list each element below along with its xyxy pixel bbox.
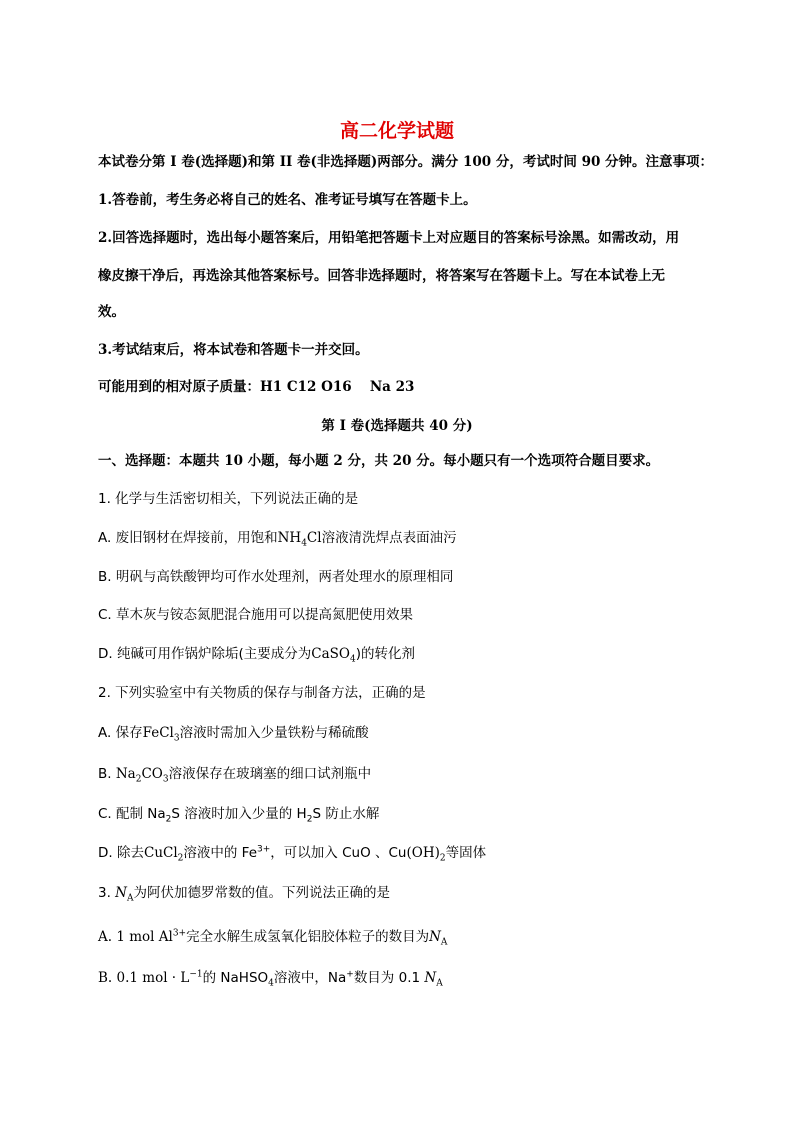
section-instructions: 一、选择题：本题共 10 小题，每小题 2 分，共 20 分。每小题只有一个选项符合题目要求。 [98,453,660,469]
option-text: A. 保存 [98,725,143,741]
formula-subscript: 4 [301,538,307,549]
formula-subscript: 4 [268,978,274,989]
formula-text: FeCl [142,725,174,741]
formula-text: (OH) [406,845,440,861]
question-3-option-b [98,969,443,987]
exam-intro: 本试卷分第 I 卷(选择题)和第 II 卷(非选择题)两部分。满分 100 分，考试时间 90 分钟。注意事项： [98,154,714,170]
formula-subscript: A [436,978,443,989]
option-text: 数目为 0.1 [353,970,425,986]
question-2-option-b [98,765,371,783]
question-1-option-a [98,529,457,547]
option-text: 溶液清洗焊点表面油污 [321,530,457,546]
question-2-option-c [98,805,379,823]
formula-subscript: A [126,893,134,904]
formula-text: Na [115,766,136,782]
formula-text: CaSO [311,646,350,662]
note-2-line-1: 2.回答选择题时，选出每小题答案后，用铅笔把答题卡上对应题目的答案标号涂黑。如需改动，用 [98,230,680,246]
formula-subscript: A [440,937,448,948]
option-text: 等固体 [445,845,487,861]
question-3-stem [98,884,390,902]
question-2-option-a [98,724,369,742]
option-text: B. 0.1 mol · L [98,970,190,986]
option-text: )的转化剂 [355,646,415,662]
page-title: 高二化学试题 [339,120,454,142]
option-text: 溶液中的 Fe [183,845,258,861]
question-1-option-c: C. 草木灰与铵态氮肥混合施用可以提高氮肥使用效果 [98,607,414,623]
formula-superscript: 3+ [257,844,271,855]
option-text: 为阿伏加德罗常数的值。下列说法正确的是 [133,885,390,901]
question-2-option-d [98,844,486,862]
section-heading: 第 I 卷(选择题共 40 分) [321,418,473,434]
option-text: D. 纯碱可用作锅炉除垢(主要成分为 [98,646,312,662]
avogadro-symbol: N [115,885,127,901]
option-text: ，可以加入 CuO 、Cu [270,845,407,861]
formula-subscript: 2 [165,814,172,825]
option-text: A. 1 mol Al [98,929,173,945]
formula-text: CuCl [143,845,178,861]
option-text: C. 配制 Na [98,806,166,822]
note-2-line-2: 橡皮擦干净后，再选涂其他答案标号。回答非选择题时，将答案写在答题卡上。写在本试卷上无 [98,268,665,284]
option-text: 溶液保存在玻璃塞的细口试剂瓶中 [168,766,372,782]
note-1: 1.答卷前，考生务必将自己的姓名、准考证号填写在答题卡上。 [98,192,477,208]
option-text: 溶液时需加入少量铁粉与稀硫酸 [179,725,369,741]
option-text: 的 NaHSO [202,970,269,986]
question-1-option-d [98,645,415,663]
avogadro-symbol: N [429,929,441,945]
question-3-option-a [98,928,447,946]
option-text: B. [98,766,116,782]
formula-superscript: 3+ [172,928,187,939]
option-text: A. 废旧钢材在焊接前，用饱和 [98,530,278,546]
formula-subscript: 3 [173,733,180,744]
atomic-masses: 可能用到的相对原子质量：H1 C12 O16 Na 23 [98,379,415,395]
question-1-stem: 1. 化学与生活密切相关，下列说法正确的是 [98,491,359,507]
question-2-stem: 2. 下列实验室中有关物质的保存与制备方法，正确的是 [98,685,426,701]
formula-subscript: 2 [135,774,142,785]
option-text: 溶液中，Na [273,970,347,986]
option-text: 完全水解生成氢氧化铝胶体粒子的数目为 [186,929,430,945]
note-2-line-3: 效。 [98,304,125,320]
question-number: 3. [98,885,116,901]
option-text: S 防止水解 [312,806,380,822]
formula-superscript: −1 [189,969,203,980]
option-text: D. 除去 [98,845,144,861]
formula-text: Cl [306,530,322,546]
avogadro-symbol: N [424,970,437,986]
formula-text: CO [141,766,163,782]
option-text: S 溶液时加入少量的 H [171,806,307,822]
formula-superscript: + [346,969,354,980]
formula-subscript: 2 [439,853,446,864]
formula-subscript: 4 [349,654,356,665]
note-3: 3.考试结束后，将本试卷和答题卡一并交回。 [98,342,369,358]
formula-subscript: 2 [177,853,184,864]
formula-text: NH [277,530,302,546]
formula-subscript: 3 [162,774,169,785]
formula-subscript: 2 [306,814,313,825]
question-1-option-b: B. 明矾与高铁酸钾均可作水处理剂，两者处理水的原理相同 [98,569,454,585]
